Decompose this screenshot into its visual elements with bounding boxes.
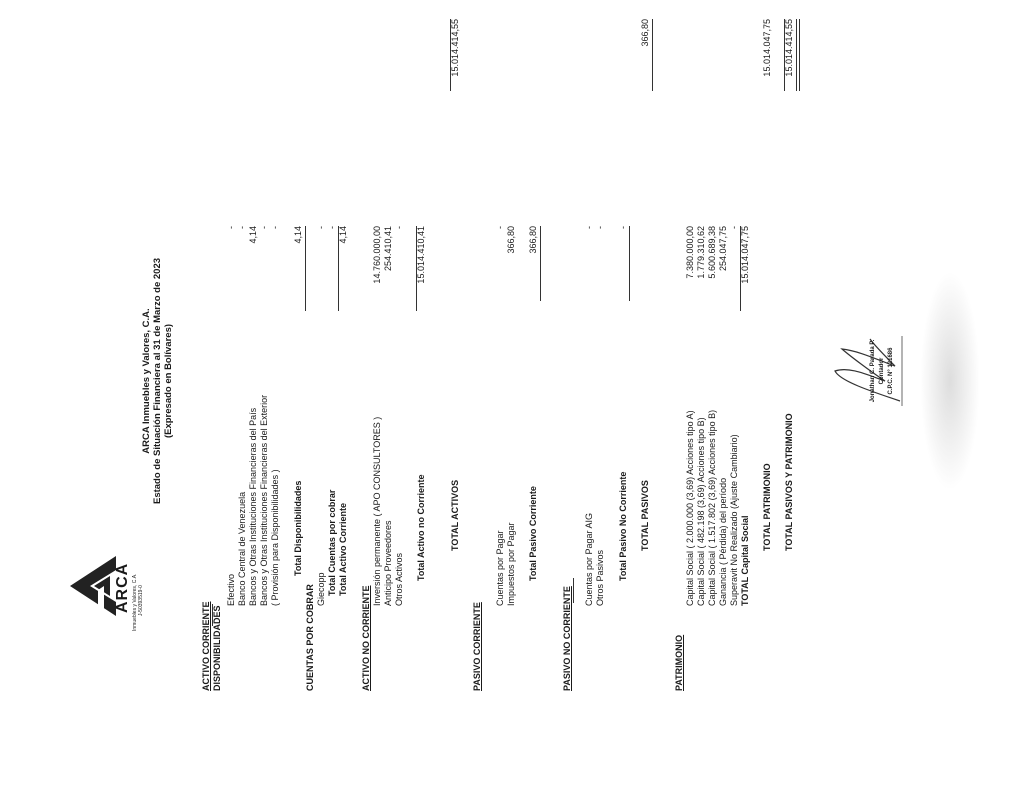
- total-capital-social-label: TOTAL Capital Social: [740, 515, 750, 606]
- row-label: Ganancia ( Pérdida) del período: [718, 477, 728, 606]
- total-pasivo-no-corriente-label: Total Pasivo No Corriente: [618, 471, 628, 581]
- row-label: Cuentas por Pagar AIG: [584, 512, 594, 606]
- total-activos-label: TOTAL ACTIVOS: [450, 479, 460, 551]
- accountant-cpc: C.P.C. N° 121686: [888, 347, 894, 395]
- row-label: Capital Social ( 482.198 (3,69) Acciones tipo B): [696, 417, 706, 606]
- row-value: -: [259, 226, 269, 229]
- accountant-role: Contador: [879, 357, 885, 385]
- section-pasivo-corriente: PASIVO CORRIENTE: [472, 602, 482, 691]
- row-label: Bancos y Otras Instituciones Financieras del Exterior: [259, 394, 269, 606]
- row-label: Capital Social ( 2.000.000 (3,69) Acciones tipo A): [685, 410, 695, 606]
- row-label: Giecopp: [316, 572, 326, 606]
- row-value: 1.779.310,62: [696, 226, 706, 279]
- row-value: -: [729, 226, 739, 229]
- row-value: -: [316, 226, 326, 229]
- section-pasivo-no-corriente: PASIVO NO CORRIENTE: [562, 586, 572, 691]
- total-activo-no-corriente-value: 15.014.410,41: [416, 226, 426, 284]
- total-cuentas-por-cobrar-value: -: [327, 226, 337, 229]
- row-value: -: [394, 226, 404, 229]
- row-value: -: [495, 226, 505, 229]
- row-label: Inversión permanente ( APO CONSULTORES ): [372, 416, 382, 606]
- row-label: Capital Social ( 1.517.802 (3,69) Acciones tipo B): [707, 409, 717, 606]
- total-capital-social-value: 15.014.047,75: [740, 226, 750, 284]
- row-value: -: [584, 226, 594, 229]
- logo-brand-sub: Inmuebles y Valores, C.A.: [132, 573, 138, 631]
- row-value: 14.760.000,00: [372, 226, 382, 284]
- row-value: 254.410,41: [383, 226, 393, 272]
- total-activo-no-corriente-label: Total Activo no Corriente: [416, 474, 426, 581]
- row-label: Efectivo: [226, 573, 236, 606]
- row-value: -: [595, 226, 605, 229]
- row-value: 366,80: [506, 226, 516, 254]
- total-pasivos-patrimonio-label: TOTAL PASIVOS Y PATRIMONIO: [784, 413, 794, 551]
- company-logo: [70, 531, 144, 641]
- row-value: 5.600.689,38: [707, 226, 717, 279]
- row-value: -: [237, 226, 247, 229]
- arca-logo-mark: [70, 556, 116, 616]
- section-cuentas-por-cobrar: CUENTAS POR COBRAR: [305, 584, 315, 691]
- statement-title: ARCA Inmuebles y Valores, C.A.: [141, 308, 152, 454]
- logo-brand: ARCA: [114, 562, 131, 613]
- total-pasivo-corriente-label: Total Pasivo Corriente: [528, 486, 538, 581]
- row-value: -: [270, 226, 280, 229]
- total-patrimonio-value: 15.014.047,75: [762, 19, 772, 77]
- row-label: Cuentas por Pagar: [495, 530, 505, 606]
- total-pasivo-no-corriente-value: -: [618, 226, 628, 229]
- total-pasivos-label: TOTAL PASIVOS: [640, 480, 650, 551]
- total-pasivo-corriente-value: 366,80: [528, 226, 538, 254]
- row-label: Otros Pasivos: [595, 549, 605, 606]
- statement-currency-note: (Expresado en Bolívares): [163, 323, 174, 439]
- faded-stamp: [920, 271, 980, 491]
- total-disponibilidades-label: Total Disponibilidades: [293, 480, 303, 576]
- row-label: Anticipo Proveedores: [383, 520, 393, 606]
- row-label: Impuestos por Pagar: [506, 522, 516, 606]
- row-label: Otros Activos: [394, 552, 404, 606]
- logo-rif: J-50393519-0: [138, 585, 144, 616]
- total-patrimonio-label: TOTAL PATRIMONIO: [762, 463, 772, 551]
- row-value: 7.380.000,00: [685, 226, 695, 279]
- accountant-name: Jonathan C. Parada P.: [870, 339, 876, 403]
- total-activo-corriente-value: 4,14: [338, 226, 348, 244]
- total-pasivos-value: 366,80: [640, 19, 650, 47]
- section-activo-corriente: ACTIVO CORRIENTE: [201, 601, 211, 691]
- total-activos-value: 15.014.414,55: [450, 19, 460, 77]
- row-value: 4,14: [248, 226, 258, 244]
- statement-subtitle: Estado de Situación Financiera al 31 de Marzo de 2023: [152, 257, 163, 505]
- row-label: Banco Central de Venezuela: [237, 491, 247, 606]
- total-activo-corriente-label: Total Activo Corriente: [338, 502, 348, 596]
- section-activo-no-corriente: ACTIVO NO CORRIENTE: [361, 585, 371, 691]
- row-label: Bancos y Otras Instituciones Financieras del País: [248, 407, 258, 606]
- section-patrimonio: PATRIMONIO: [674, 634, 684, 691]
- row-label: Superavit No Realizado (Ajuste Cambiario): [729, 434, 739, 606]
- section-disponibilidades: DISPONIBILIDADES: [212, 605, 222, 691]
- row-value: -: [226, 226, 236, 229]
- total-cuentas-por-cobrar-label: Total Cuentas por cobrar: [327, 489, 337, 596]
- total-pasivos-patrimonio-value: 15.014.414,55: [784, 19, 794, 77]
- row-value: 254.047,75: [718, 226, 728, 272]
- row-label: ( Provisión para Disponibilidades ): [270, 469, 280, 606]
- total-disponibilidades-value: 4,14: [293, 226, 303, 244]
